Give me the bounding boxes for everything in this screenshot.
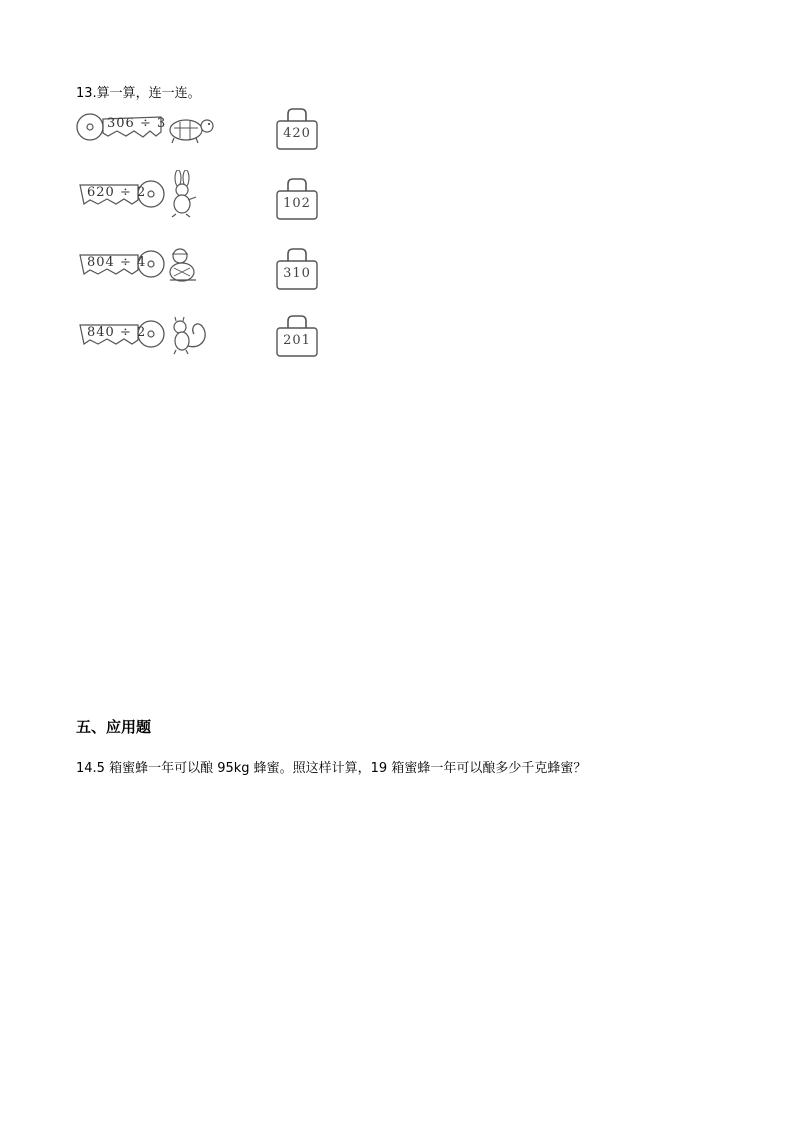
lock-value: 310 [283, 266, 311, 281]
lock-1[interactable] [276, 108, 322, 152]
duck-icon [166, 246, 202, 286]
question-14: 14.5 箱蜜蜂一年可以酿 95kg 蜂蜜。照这样计算，19 箱蜜蜂一年可以酿多少千克蜂蜜？ [76, 761, 587, 776]
lock-value: 201 [283, 333, 311, 348]
key-2[interactable] [76, 176, 226, 216]
lock-3[interactable] [276, 248, 322, 292]
section-title: 五、应用题 [76, 718, 152, 736]
lock-4[interactable] [276, 315, 322, 359]
key-1[interactable] [76, 112, 226, 152]
key-expression: 620 ÷ 2 [87, 185, 147, 200]
key-expression: 804 ÷ 4 [87, 255, 147, 270]
key-4[interactable] [76, 316, 226, 356]
key-3[interactable] [76, 246, 226, 286]
key-expression: 840 ÷ 2 [87, 325, 147, 340]
lock-2[interactable] [276, 178, 322, 222]
turtle-icon [166, 112, 216, 146]
lock-value: 420 [283, 126, 311, 141]
key-expression: 306 ÷ 3 [107, 116, 167, 131]
lock-value: 102 [283, 196, 311, 211]
question-13-title: 13.算一算，连一连。 [76, 86, 201, 101]
squirrel-icon [168, 316, 212, 356]
rabbit-icon [166, 170, 202, 220]
